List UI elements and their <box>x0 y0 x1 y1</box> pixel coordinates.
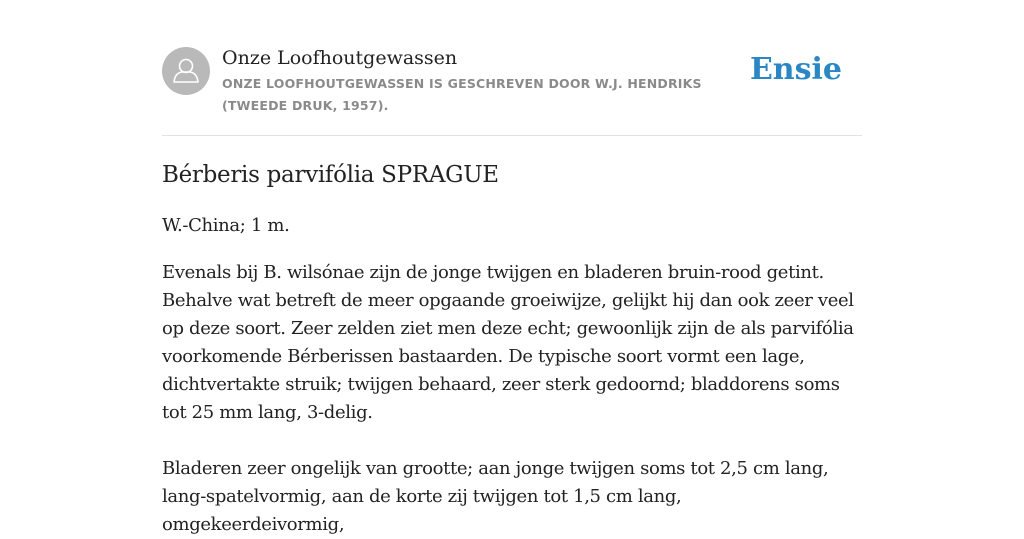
publication-subtitle: ONZE LOOFHOUTGEWASSEN IS GESCHREVEN DOOR W.J. HENDRIKS (TWEEDE DRUK, 1957). <box>222 76 702 113</box>
publication-header <box>162 46 862 136</box>
entry-origin: W.-China; 1 m. <box>162 215 290 236</box>
article-content <box>162 158 862 539</box>
entry-title: Bérberis parvifólia SPRAGUE <box>162 162 499 188</box>
header-divider <box>162 135 862 136</box>
entry-paragraph: Evenals bij B. wilsónae zijn de jonge twijgen en bladeren bruin-rood getint. Behalve wat betreft de meer opgaande groeiwijze, gelijkt hij dan ook zeer veel op deze soort. Zeer zelden ziet men deze echt; gewoonlijk zijn de als parvifólia voorkomende Bérberissen bastaarden. De typische soort vormt een lage, dichtvertakte struik; twijgen behaard, zeer sterk gedoornd; bladdorens soms tot 25 mm lang, 3-delig. <box>162 262 854 423</box>
user-avatar-icon[interactable] <box>162 47 210 95</box>
entry-paragraph: Bladeren zeer ongelijk van grootte; aan jonge twijgen soms tot 2,5 cm lang, lang-spatelvormig, aan de korte zij twijgen tot 1,5 cm lang, omgekeerdeivormig, <box>162 458 829 535</box>
person-outline-icon <box>162 47 210 95</box>
publication-title[interactable]: Onze Loofhoutgewassen <box>222 47 458 69</box>
ensie-logo-link[interactable]: Ensie <box>749 52 842 87</box>
